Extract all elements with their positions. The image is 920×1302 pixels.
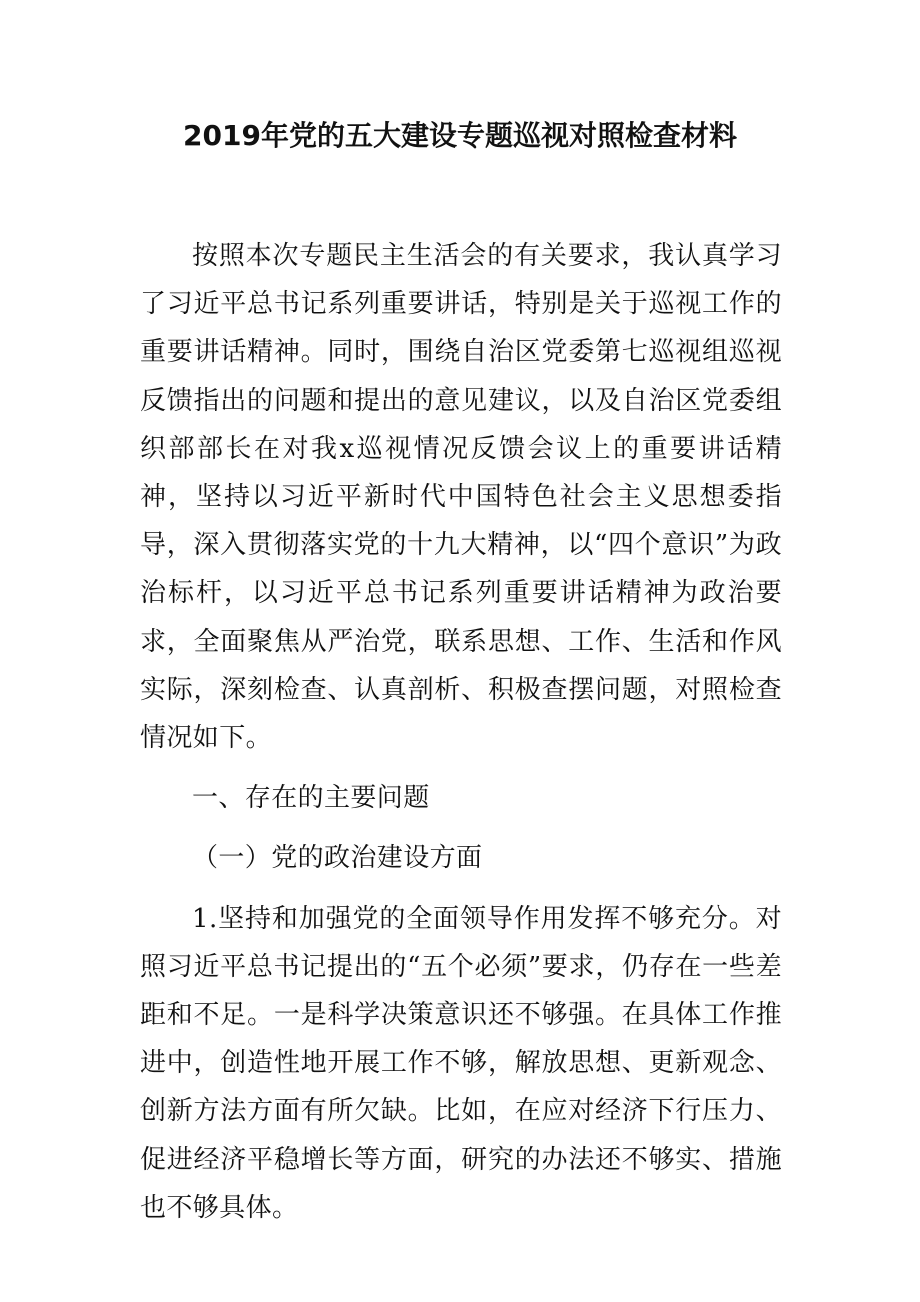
point-1-paragraph: 1.坚持和加强党的全面领导作用发挥不够充分。对照习近平总书记提出的“五个必须”要求，仍存在一些差距和不足。一是科学决策意识还不够强。在具体工作推进中，创造性地开展工作不够，解放思想、更新观念、创新方法方面有所欠缺。比如，在应对经济下行压力、促进经济平稳增长等方面，研究的办法还不够实、措施也不够具体。 [140,903,782,1223]
document-title: 2019年党的五大建设专题巡视对照检查材料 [183,119,737,152]
subsection-heading: （一）党的政治建设方面 [192,843,483,874]
intro-paragraph: 按照本次专题民主生活会的有关要求，我认真学习了习近平总书记系列重要讲话，特别是关于巡视工作的重要讲话精神。同时，围绕自治区党委第七巡视组巡视反馈指出的问题和提出的意见建议，以及自治区党委组织部部长在对我x巡视情况反馈会议上的重要讲话精神，坚持以习近平新时代中国特色社会主义思想委指导，深入贯彻落实党的十九大精神，以“四个意识”为政治标杆，以习近平总书记系列重要讲话精神为政治要求，全面聚焦从严治党，联系思想、工作、生活和作风实际，深刻检查、认真剖析、积极查摆问题，对照检查情况如下。 [140,241,782,754]
section-heading: 一、存在的主要问题 [192,783,430,814]
document-body [140,232,782,1232]
